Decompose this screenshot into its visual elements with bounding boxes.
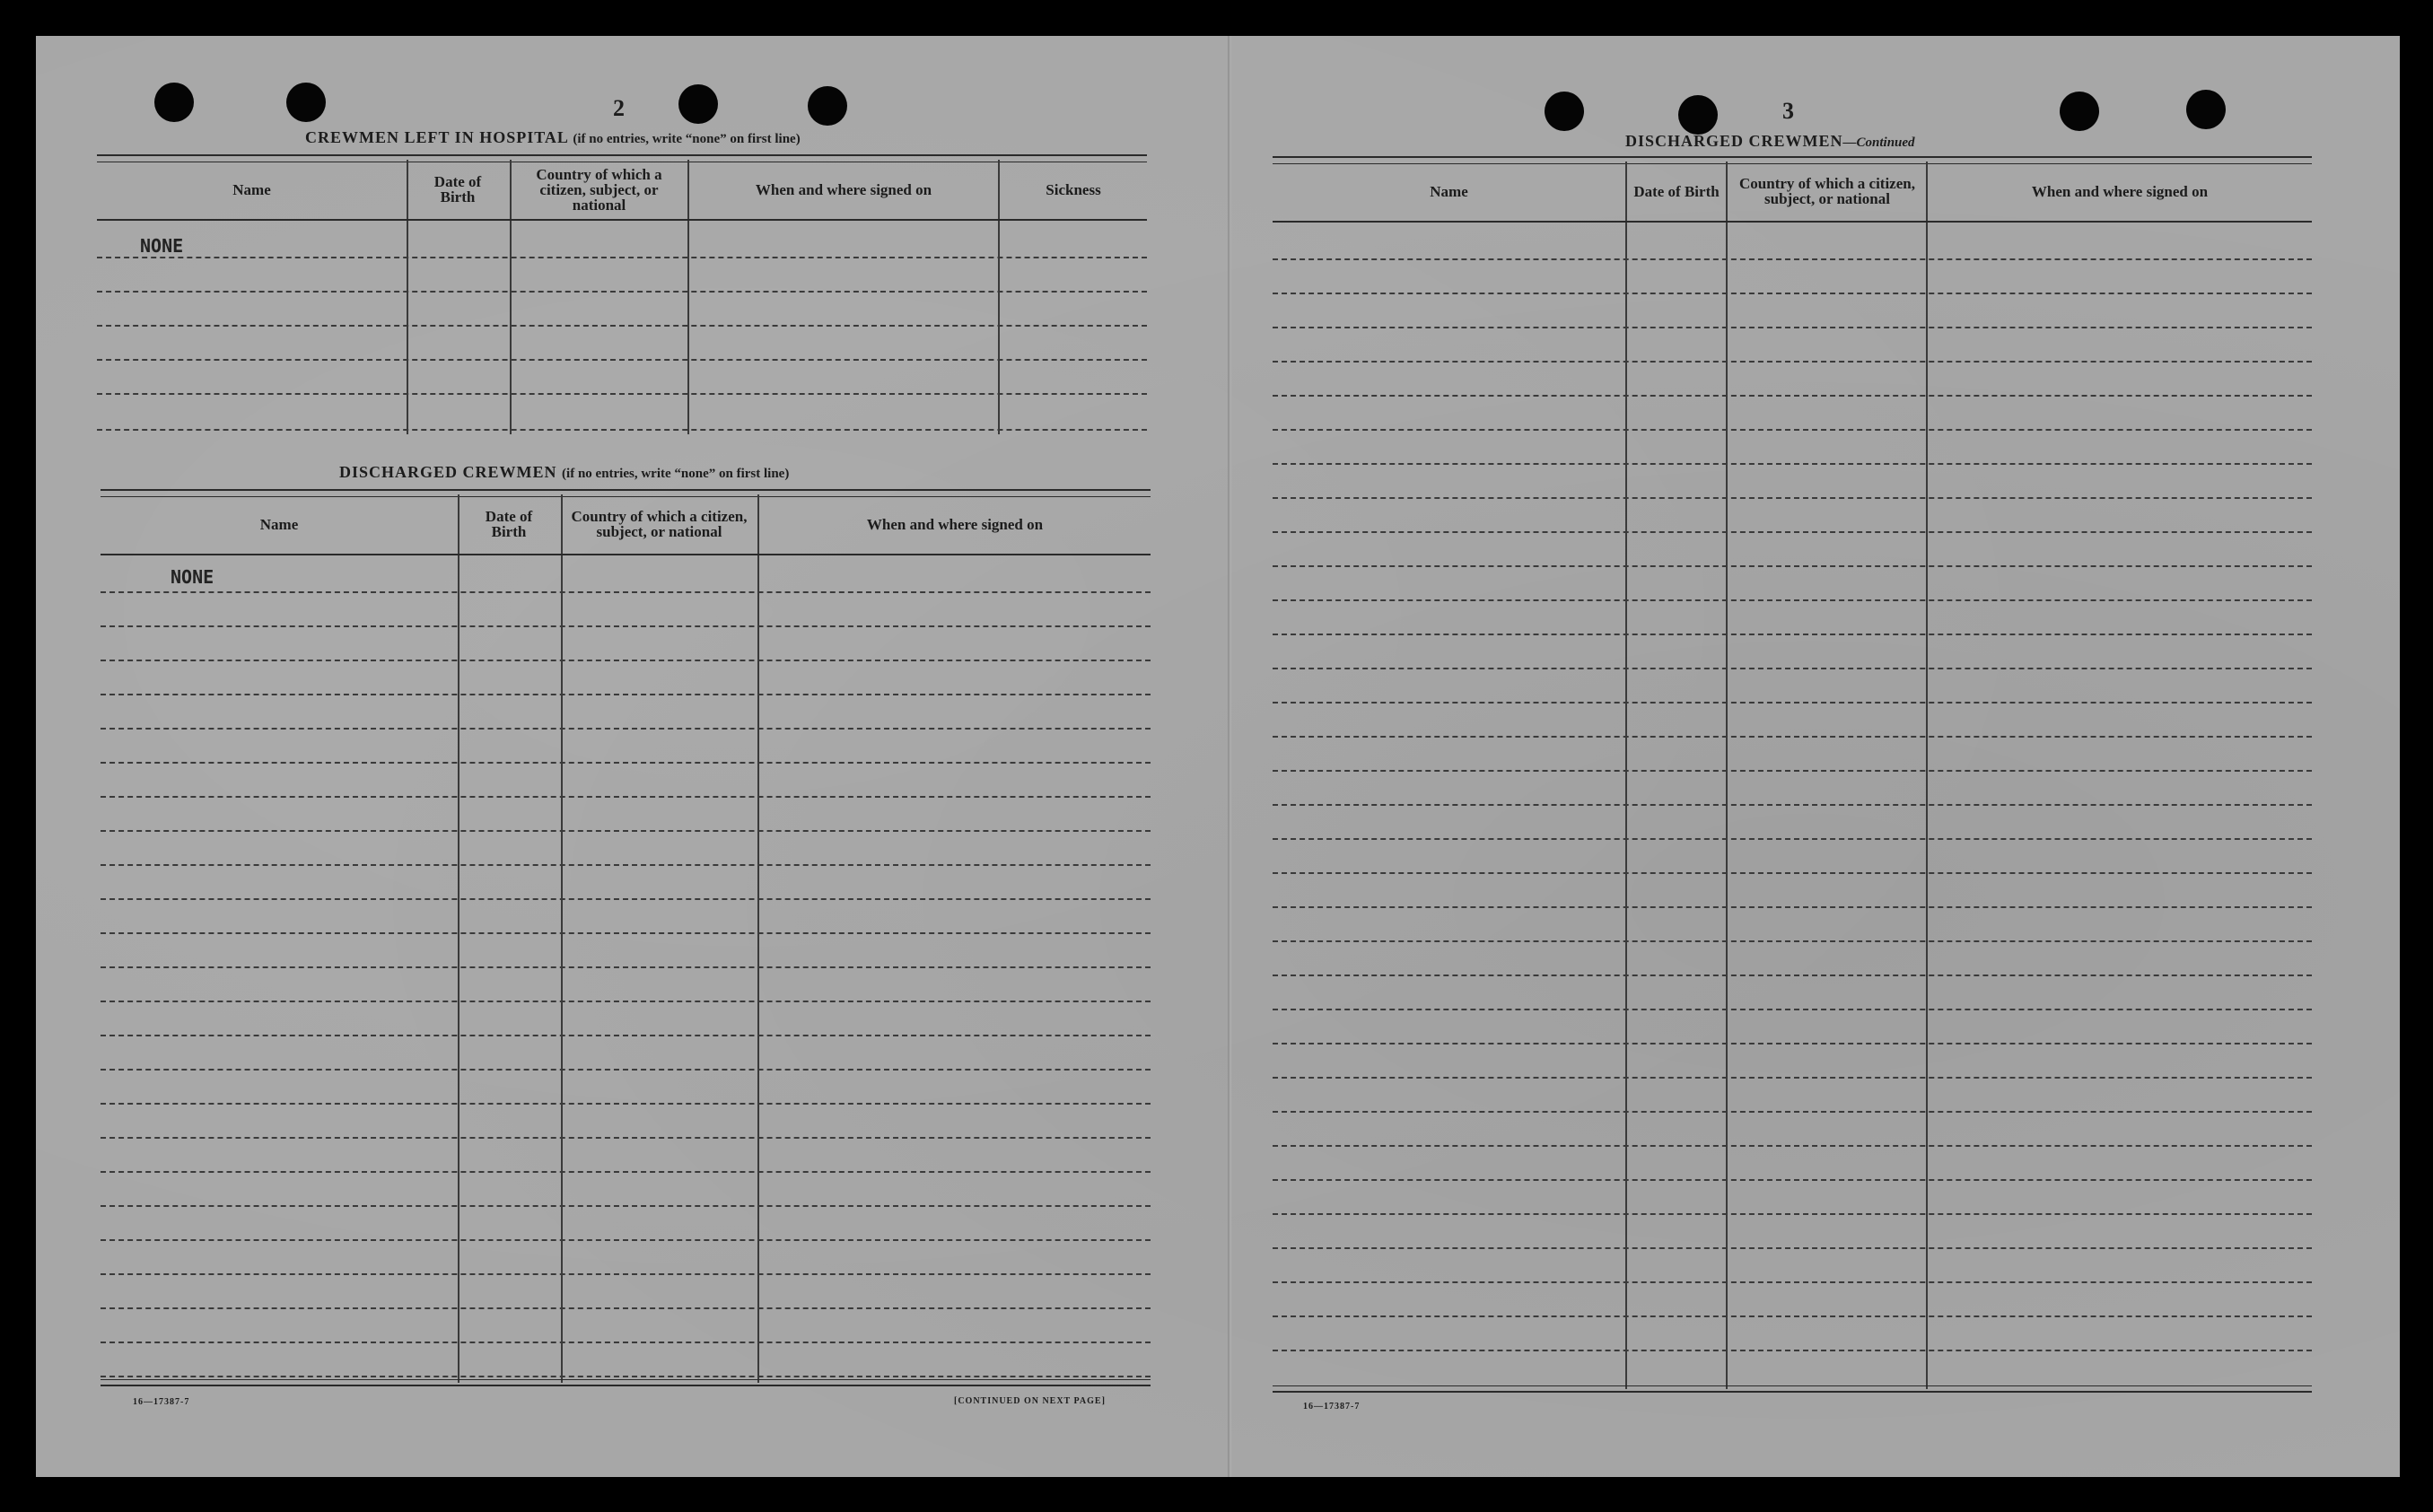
table-row	[1273, 1009, 2312, 1044]
table-row	[1273, 770, 2312, 806]
column-header-name: Name	[1430, 182, 1468, 200]
table-row	[1273, 1315, 2312, 1351]
table-row	[1273, 1043, 2312, 1079]
hospital-title-text: CREWMEN LEFT IN HOSPITAL	[305, 128, 568, 146]
table-row	[1273, 838, 2312, 874]
table-row	[1273, 463, 2312, 499]
table-row	[97, 393, 1147, 431]
table-row	[1273, 429, 2312, 465]
table-row	[1273, 1179, 2312, 1215]
table-row	[101, 1035, 1151, 1071]
table-row	[101, 1307, 1151, 1343]
table-row	[1273, 702, 2312, 738]
table-row	[101, 932, 1151, 968]
table-row	[101, 1171, 1151, 1207]
table-row	[1273, 906, 2312, 942]
discharged-table-left	[101, 489, 1151, 1383]
table-row	[1273, 224, 2312, 260]
table-row	[1273, 565, 2312, 601]
column-header-sickness: Sickness	[1046, 180, 1101, 198]
table-row	[1273, 974, 2312, 1010]
column-header-country: Country of which a citizen, subject, or national	[536, 165, 662, 214]
table-row	[1273, 804, 2312, 840]
table-row	[101, 1205, 1151, 1241]
table-row	[1273, 327, 2312, 363]
table-row	[1273, 1213, 2312, 1249]
discharged-first-entry: NONE	[171, 566, 214, 588]
table-row	[101, 1103, 1151, 1139]
table-bottom-rule	[101, 1379, 1151, 1386]
table-row	[1273, 497, 2312, 533]
column-header-country: Country of which a citizen, subject, or national	[1739, 175, 1915, 207]
table-row	[1273, 634, 2312, 669]
table-row	[101, 898, 1151, 934]
table-row	[101, 1069, 1151, 1105]
column-header-name: Name	[259, 515, 299, 533]
table-row	[1273, 293, 2312, 328]
table-row	[101, 1273, 1151, 1309]
hospital-first-entry: NONE	[140, 235, 184, 257]
table-row	[1273, 258, 2312, 294]
punch-hole	[808, 86, 847, 126]
hospital-title-note: (if no entries, write “none” on first line)	[573, 132, 801, 146]
continued-label: —Continued	[1842, 135, 1915, 150]
table-row	[97, 257, 1147, 293]
form-code-right: 16—17387-7	[1303, 1402, 1361, 1411]
header-rule	[101, 554, 1151, 555]
punch-hole	[2060, 92, 2099, 131]
column-header-date-of-birth: Date of Birth	[485, 508, 533, 540]
table-row	[1273, 1247, 2312, 1283]
page-fold	[1228, 36, 1231, 1477]
table-row	[101, 557, 1151, 593]
column-header-date-of-birth: Date of Birth	[1633, 182, 1720, 200]
table-row	[97, 359, 1147, 395]
column-header-signed-on: When and where signed on	[2031, 182, 2209, 200]
punch-hole	[1678, 95, 1718, 135]
hospital-table	[97, 154, 1147, 434]
table-row	[1273, 1281, 2312, 1317]
table-row	[101, 660, 1151, 695]
discharged-section-title	[339, 463, 789, 482]
punch-hole	[1545, 92, 1584, 131]
table-row	[101, 762, 1151, 798]
table-row	[1273, 361, 2312, 397]
discharged-title-note: (if no entries, write “none” on first line)	[562, 467, 790, 481]
table-row	[1273, 1111, 2312, 1147]
discharged-continued-title	[1625, 132, 1915, 151]
table-bottom-rule	[1273, 1385, 2312, 1393]
page-number-left: 2	[613, 95, 625, 121]
table-row	[97, 291, 1147, 327]
table-row	[1273, 531, 2312, 567]
discharged-continued-title-text: DISCHARGED CREWMEN	[1625, 132, 1843, 150]
table-row	[1273, 736, 2312, 772]
table-row	[1273, 1077, 2312, 1113]
table-row	[101, 728, 1151, 764]
table-row	[101, 1001, 1151, 1036]
table-row	[97, 325, 1147, 361]
discharged-title-text: DISCHARGED CREWMEN	[339, 463, 557, 481]
header-rule	[97, 219, 1147, 221]
table-row	[101, 796, 1151, 832]
column-header-name: Name	[232, 180, 271, 198]
page-number-right: 3	[1782, 98, 1794, 124]
table-row	[101, 830, 1151, 866]
table-row	[1273, 940, 2312, 976]
table-row	[101, 864, 1151, 900]
header-rule	[1273, 221, 2312, 223]
table-row	[101, 966, 1151, 1002]
table-row	[101, 1239, 1151, 1275]
punch-hole	[154, 83, 194, 122]
continued-note: [CONTINUED ON NEXT PAGE]	[954, 1396, 1106, 1406]
table-row	[1273, 668, 2312, 704]
punch-hole	[678, 84, 718, 124]
table-row	[1273, 872, 2312, 908]
table-row	[101, 1342, 1151, 1377]
punch-hole	[286, 83, 326, 122]
table-row	[97, 226, 1147, 258]
column-header-date-of-birth: Date of Birth	[433, 173, 482, 205]
table-row	[101, 694, 1151, 730]
form-code-left: 16—17387-7	[133, 1397, 190, 1407]
table-row	[101, 1137, 1151, 1173]
table-row	[1273, 395, 2312, 431]
table-row	[1273, 599, 2312, 635]
table-row	[101, 591, 1151, 627]
punch-hole	[2186, 90, 2226, 129]
column-header-signed-on: When and where signed on	[755, 180, 932, 198]
discharged-table-right	[1273, 156, 2312, 1389]
table-row	[101, 625, 1151, 661]
hospital-section-title	[305, 128, 801, 147]
column-header-country: Country of which a citizen, subject, or national	[571, 508, 748, 540]
table-row	[1273, 1145, 2312, 1181]
column-header-signed-on: When and where signed on	[866, 515, 1044, 533]
